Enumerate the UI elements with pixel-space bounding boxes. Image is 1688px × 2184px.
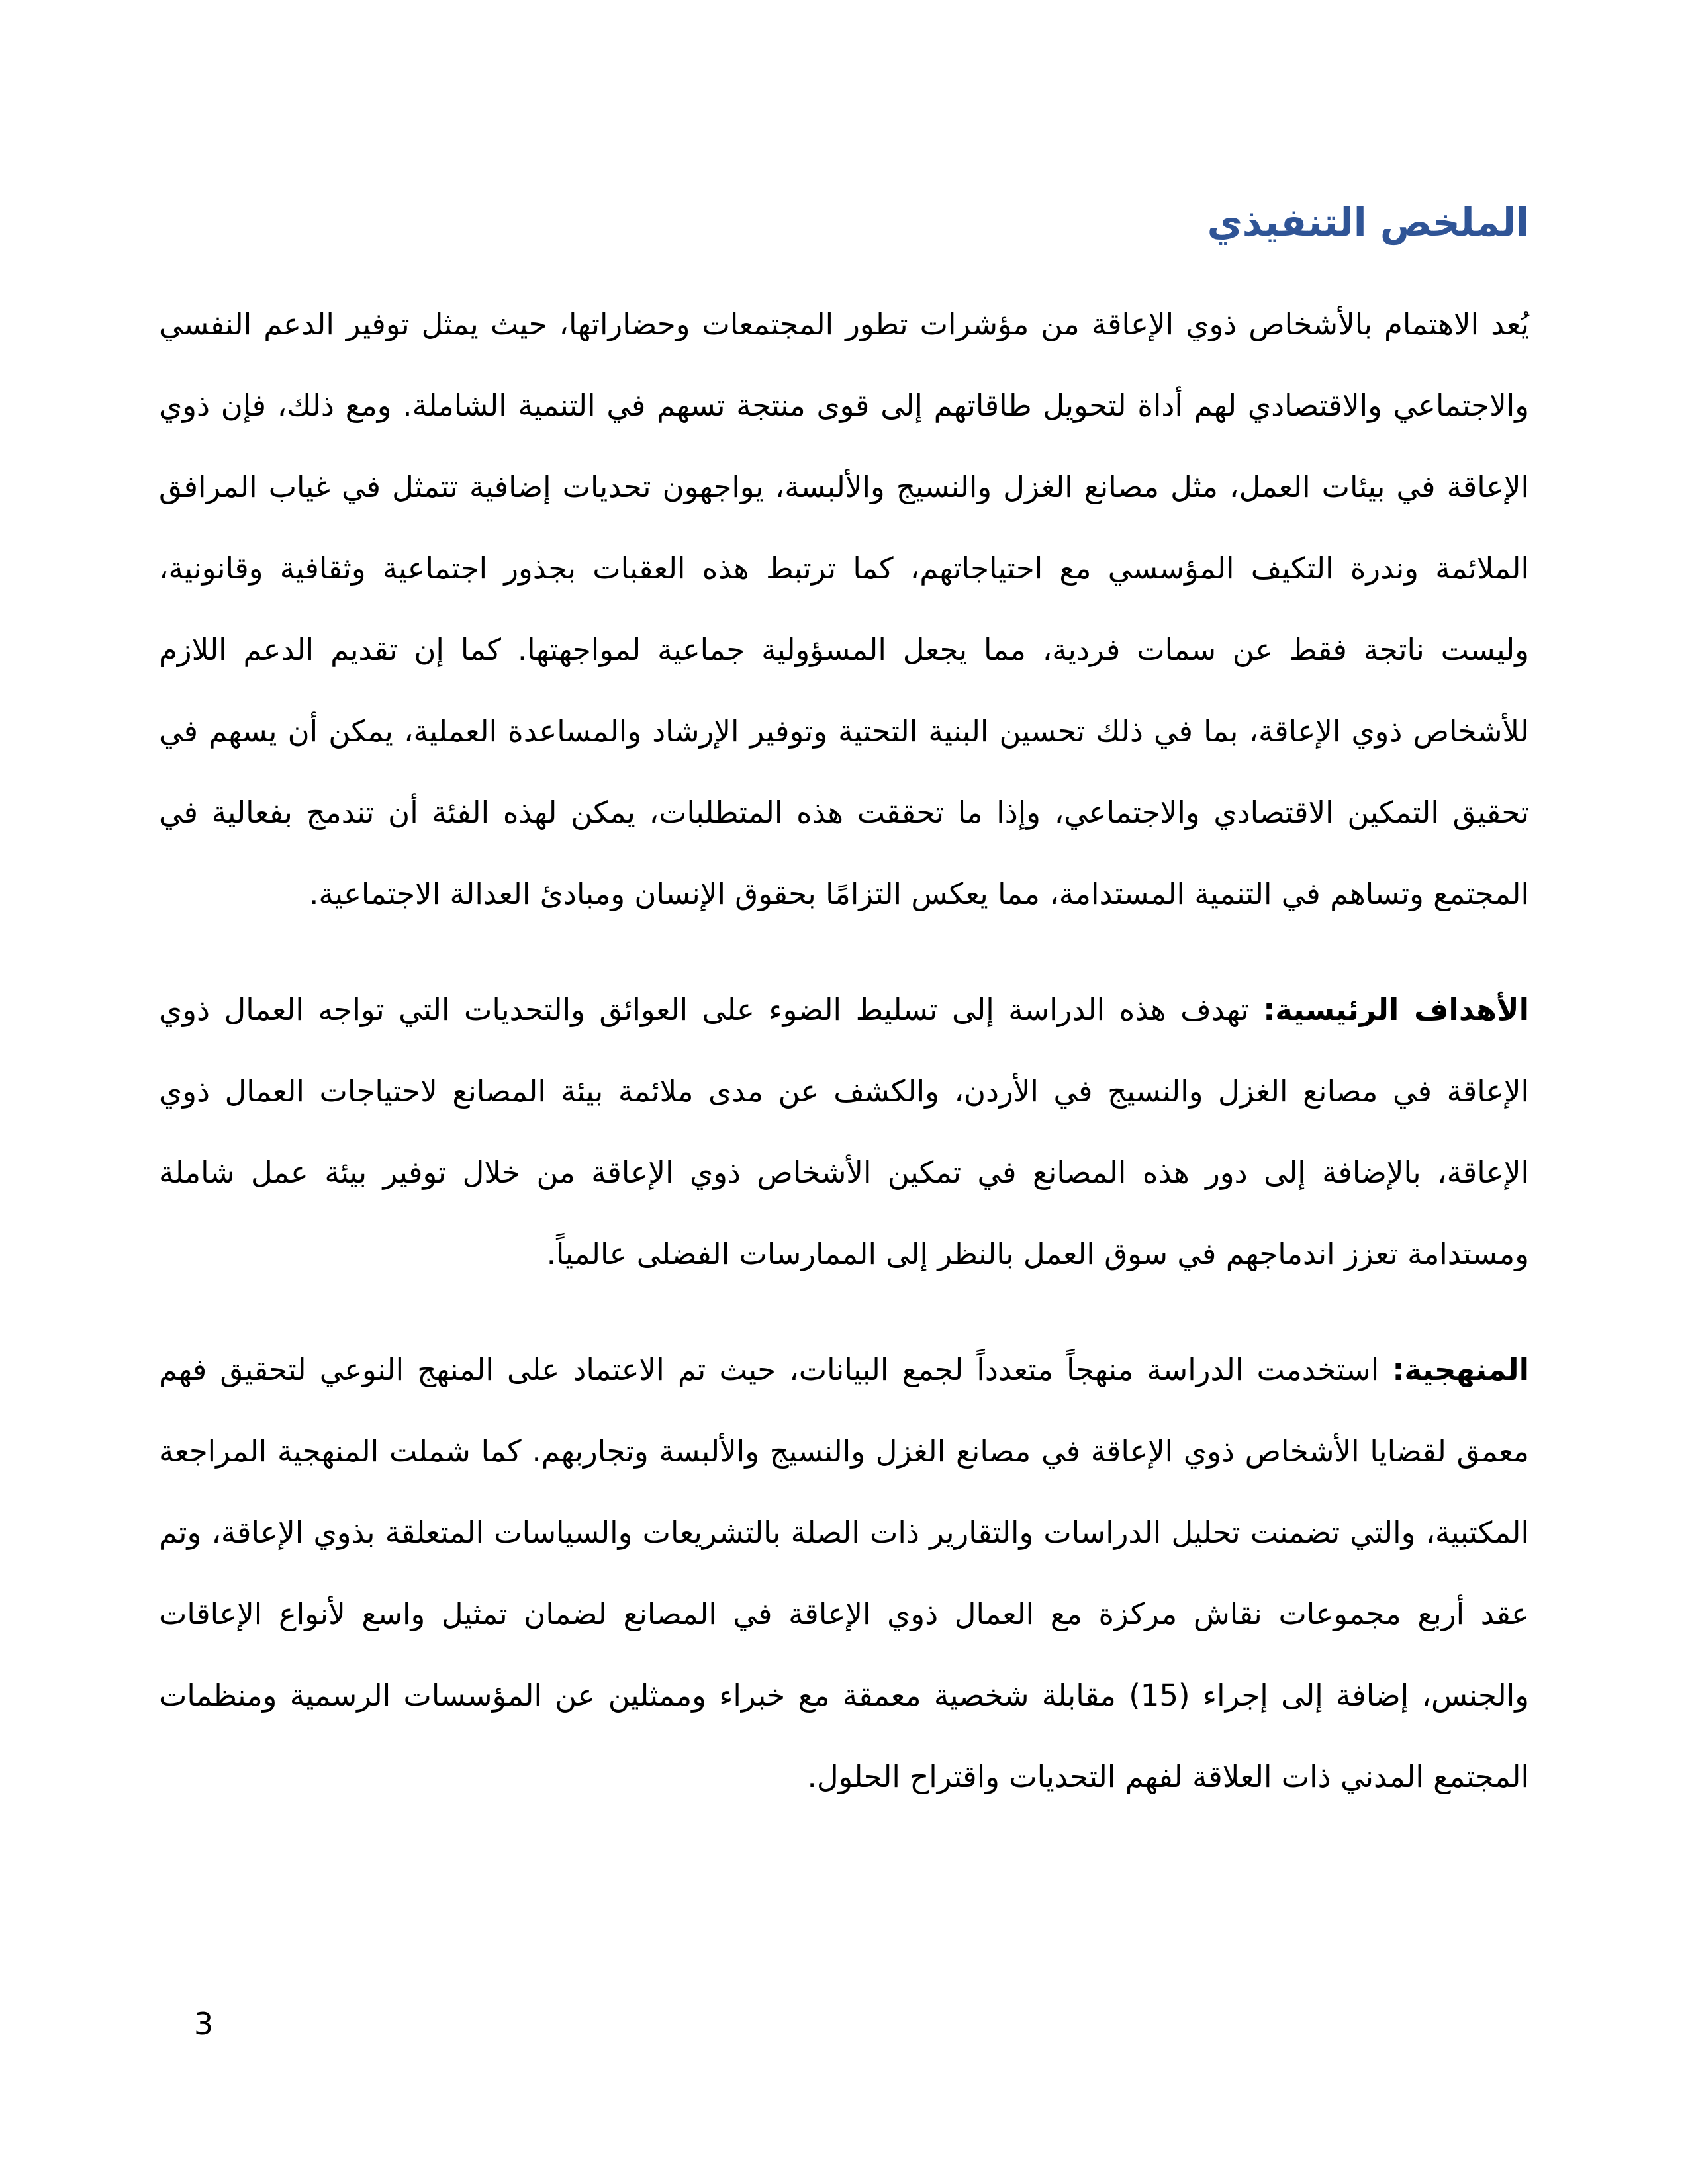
methodology-paragraph-lead: المنهجية:	[1392, 1352, 1529, 1387]
objectives-paragraph	[159, 969, 1529, 1295]
methodology-paragraph	[159, 1329, 1529, 1817]
intro-paragraph	[159, 283, 1529, 934]
methodology-paragraph-text: استخدمت الدراسة منهجاً متعدداً لجمع البيانات، حيث تم الاعتماد على المنهج النوعي لتحقيق فهم معمق لقضايا الأشخاص ذوي الإعاقة في مصانع الغزل والنسيج والألبسة وتجاربهم. كما شملت المنهجية المراجعة المكتبية، والتي تضمنت تحليل الدراسات والتقارير ذات الصلة بالتشريعات والسياسات المتعلقة بذوي الإعاقة، وتم عقد أربع مجموعات نقاش مركزة مع العمال ذوي الإعاقة في المصانع لضمان تمثيل واسع لأنواع الإعاقات والجنس، إضافة إلى إجراء (15) مقابلة شخصية معمقة مع خبراء وممثلين عن المؤسسات الرسمية ومنظمات المجتمع المدني ذات العلاقة لفهم التحديات واقتراح الحلول.	[159, 1352, 1529, 1794]
text-block	[159, 0, 1529, 1852]
page-number: 3	[194, 2006, 214, 2042]
objectives-paragraph-text: تهدف هذه الدراسة إلى تسليط الضوء على العوائق والتحديات التي تواجه العمال ذوي الإعاقة في مصانع الغزل والنسيج في الأردن، والكشف عن مدى ملائمة بيئة المصانع لاحتياجات العمال ذوي الإعاقة، بالإضافة إلى دور هذه المصانع في تمكين الأشخاص ذوي الإعاقة من خلال توفير بيئة عمل شاملة ومستدامة تعزز اندماجهم في سوق العمل بالنظر إلى الممارسات الفضلى عالمياً.	[159, 992, 1529, 1271]
objectives-paragraph-lead: الأهداف الرئيسية:	[1263, 992, 1529, 1027]
intro-paragraph-text: يُعد الاهتمام بالأشخاص ذوي الإعاقة من مؤشرات تطور المجتمعات وحضاراتها، حيث يمثل توفير الدعم النفسي والاجتماعي والاقتصادي لهم أداة لتحويل طاقاتهم إلى قوى منتجة تسهم في التنمية الشاملة. ومع ذلك، فإن ذوي الإعاقة في بيئات العمل، مثل مصانع الغزل والنسيج والألبسة، يواجهون تحديات إضافية تتمثل في غياب المرافق الملائمة وندرة التكيف المؤسسي مع احتياجاتهم، كما ترتبط هذه العقبات بجذور اجتماعية وثقافية وقانونية، وليست ناتجة فقط عن سمات فردية، مما يجعل المسؤولية جماعية لمواجهتها. كما إن تقديم الدعم اللازم للأشخاص ذوي الإعاقة، بما في ذلك تحسين البنية التحتية وتوفير الإرشاد والمساعدة العملية، يمكن أن يسهم في تحقيق التمكين الاقتصادي والاجتماعي، وإذا ما تحققت هذه المتطلبات، يمكن لهذه الفئة أن تندمج بفعالية في المجتمع وتساهم في التنمية المستدامة، مما يعكس التزامًا بحقوق الإنسان ومبادئ العدالة الاجتماعية.	[159, 306, 1529, 911]
executive-summary-heading: الملخص التنفيذي	[1207, 200, 1529, 245]
